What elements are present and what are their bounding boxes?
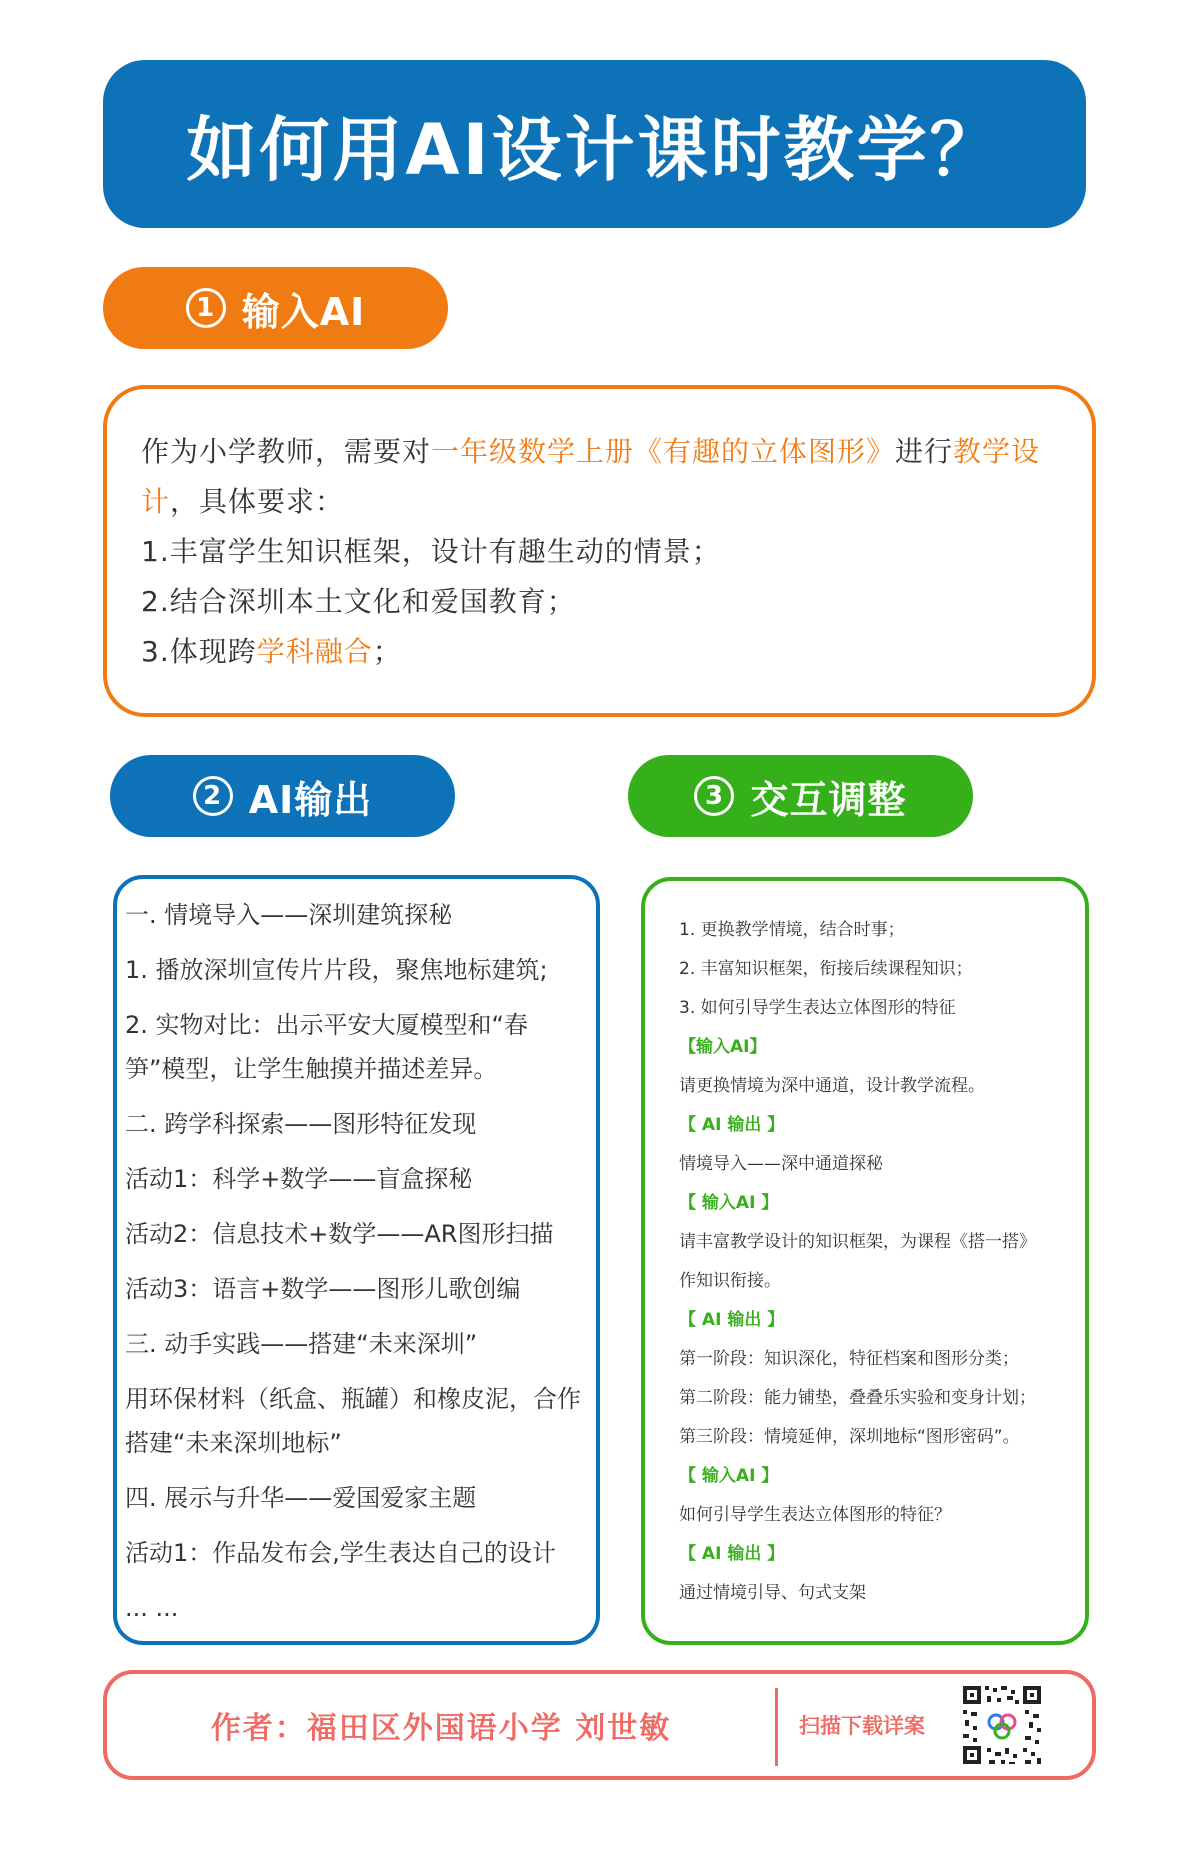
adjust-output-text: 第二阶段：能力铺垫，叠叠乐实验和变身计划；: [679, 1388, 1036, 1408]
output-line: ... ...: [125, 1594, 179, 1622]
output-line: 1. 播放深圳宣传片片段，聚焦地标建筑;: [125, 956, 548, 984]
prompt-highlight-course: 一年级数学上册《有趣的立体图形》: [431, 435, 896, 468]
step-number-3: 3: [694, 776, 734, 816]
step-number-2: 2: [193, 776, 233, 816]
prompt-highlight-interdisciplinary: 学科融合: [256, 635, 373, 668]
output-line: 2. 实物对比：出示平安大厦模型和“春笋”模型，让学生触摸并描述差异。: [125, 1011, 528, 1083]
adjust-question-2: 2. 丰富知识框架，衔接后续课程知识；: [679, 959, 973, 979]
prompt-line-2: [141, 477, 1064, 527]
adjust-input-text: 请丰富教学设计的知识框架，为课程《搭一搭》: [679, 1232, 1036, 1252]
adjust-input-text: 作知识衔接。: [679, 1271, 781, 1291]
adjust-input-text: 如何引导学生表达立体图形的特征？: [679, 1505, 951, 1525]
output-line: 活动2：信息技术+数学——AR图形扫描: [125, 1220, 554, 1248]
output-line: 三. 动手实践——搭建“未来深圳”: [125, 1330, 478, 1358]
prompt-requirement-1: 1.丰富学生知识框架，设计有趣生动的情景；: [141, 535, 721, 568]
adjust-input-text: 请更换情境为深中通道，设计教学流程。: [679, 1076, 985, 1096]
prompt-text: 作为小学教师，需要对: [141, 435, 432, 468]
output-line: 一. 情境导入——深圳建筑探秘: [125, 901, 453, 929]
step-adjust-label: 交互调整: [750, 777, 907, 822]
prompt-requirement-2: 2.结合深圳本土文化和爱国教育；: [141, 585, 576, 618]
output-line: 用环保材料（纸盒、瓶罐）和橡皮泥，合作搭建“未来深圳地标”: [125, 1385, 581, 1457]
prompt-text: 进行: [895, 435, 954, 468]
output-line: 活动1：科学+数学——盲盒探秘: [125, 1165, 473, 1193]
output-line: 四. 展示与升华——爱国爱家主题: [125, 1484, 477, 1512]
input-ai-tag: 【 输入AI 】: [679, 1466, 779, 1486]
step-output-label: AI输出: [248, 777, 373, 822]
ai-output-tag: 【 AI 输出 】: [679, 1544, 785, 1564]
footer-bar: [103, 1670, 1096, 1780]
adjust-output-text: 情境导入——深中通道探秘: [679, 1154, 883, 1174]
interaction-adjust-box: [641, 877, 1089, 1645]
adjust-question-1: 1. 更换教学情境，结合时事；: [679, 920, 905, 940]
step-adjust-pill: [628, 755, 973, 837]
footer-divider: [775, 1688, 778, 1766]
prompt-box: [103, 385, 1096, 717]
step-input-label: 输入AI: [241, 289, 366, 334]
ai-output-tag: 【 AI 输出 】: [679, 1310, 785, 1330]
prompt-text: 3.体现跨: [141, 635, 257, 668]
prompt-line-1: [141, 427, 1064, 477]
prompt-highlight-design-end: 计: [141, 485, 171, 518]
prompt-highlight-design: 教学设: [953, 435, 1041, 468]
input-ai-tag: 【输入AI】: [679, 1037, 767, 1057]
adjust-output-text: 第三阶段：情境延伸，深圳地标“图形密码”。: [679, 1427, 1020, 1447]
author-credit: 作者：福田区外国语小学 刘世敏: [210, 1711, 672, 1746]
adjust-output-text: 通过情境引导、句式支架: [679, 1583, 866, 1603]
scan-download-label[interactable]: 扫描下载详案: [799, 1714, 925, 1738]
prompt-requirement-3: [141, 627, 1064, 677]
output-line: 二. 跨学科探索——图形特征发现: [125, 1110, 477, 1138]
output-line: 活动3：语言+数学——图形儿歌创编: [125, 1275, 521, 1303]
step-input-ai-pill: [103, 267, 448, 349]
title-banner: [103, 60, 1086, 228]
adjust-output-text: 第一阶段：知识深化，特征档案和图形分类；: [679, 1349, 1019, 1369]
prompt-text: ；: [372, 635, 402, 668]
ai-output-tag: 【 AI 输出 】: [679, 1115, 785, 1135]
step-number-1: 1: [186, 288, 226, 328]
adjust-question-3: 3. 如何引导学生表达立体图形的特征: [679, 998, 956, 1018]
qr-code-icon[interactable]: [959, 1682, 1045, 1768]
input-ai-tag: 【 输入AI 】: [679, 1193, 779, 1213]
step-ai-output-pill: [110, 755, 455, 837]
ai-output-box: [113, 875, 600, 1645]
prompt-text: ，具体要求：: [170, 485, 345, 518]
page-title: 如何用AI设计课时教学？: [186, 108, 1003, 191]
output-line: 活动1：作品发布会,学生表达自己的设计: [125, 1539, 556, 1567]
